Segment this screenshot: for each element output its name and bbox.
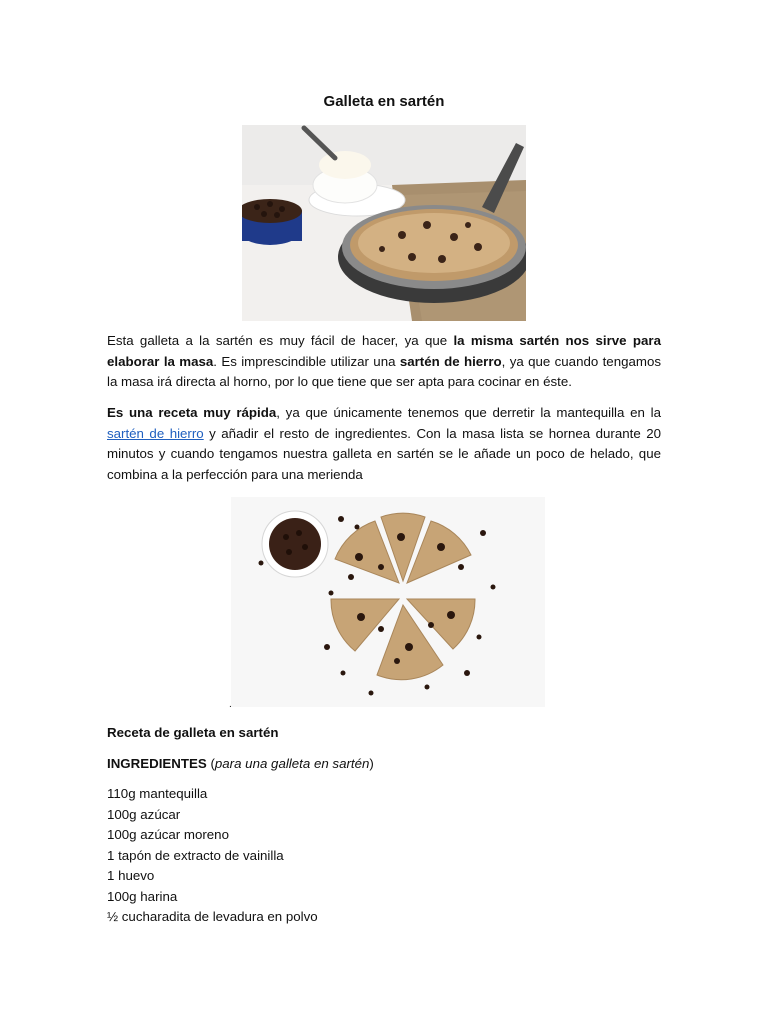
ingredients-label: INGREDIENTES bbox=[107, 756, 207, 771]
intro-text-3: , ya que cuando tengamos la masa irá directa al horno, por lo que tiene que ser apta para cocinar en éste. bbox=[107, 353, 661, 389]
recipe-heading: Receta de galleta en sartén bbox=[107, 725, 279, 740]
page-title: Galleta en sartén bbox=[323, 93, 445, 110]
intro-text-1: Esta galleta a la sartén es muy fácil de hacer, ya que bbox=[107, 333, 454, 348]
ingredient-item: 1 huevo bbox=[107, 868, 155, 883]
skillet-cookie-photo bbox=[242, 125, 526, 321]
intro-bold-1: la misma sartén nos sirve para elaborar la masa bbox=[107, 333, 661, 369]
stray-mark: . bbox=[229, 699, 232, 710]
ingredients-open-paren: ( bbox=[206, 756, 215, 771]
ingredients-list bbox=[107, 784, 318, 928]
ingredient-item: ½ cucharadita de levadura en polvo bbox=[107, 909, 318, 924]
sarten-hierro-link[interactable]: sartén de hierro bbox=[107, 425, 204, 441]
quick-text-2: y añadir el resto de ingredientes. Con la masa lista se hornea durante 20 minutos y cuando tengamos nuestra galleta en sartén se le añade un poco de helado, que combina a la perfección para una merienda bbox=[107, 425, 661, 482]
sliced-cookie-photo bbox=[231, 497, 545, 707]
intro-bold-2: sartén de hierro bbox=[399, 353, 502, 369]
ingredient-item: 100g harina bbox=[107, 888, 178, 904]
ingredient-item: 110g mantequilla bbox=[107, 786, 208, 801]
ingredients-close-paren: ) bbox=[369, 756, 374, 771]
intro-text-2: . Es imprescindible utilizar una bbox=[213, 353, 400, 369]
quick-bold: Es una receta muy rápida bbox=[107, 405, 277, 420]
ingredients-note: para una galleta en sartén bbox=[214, 756, 370, 771]
quick-recipe-paragraph bbox=[107, 403, 661, 485]
ingredient-item: 100g azúcar moreno bbox=[107, 827, 229, 842]
ingredient-item: 1 tapón de extracto de vainilla bbox=[107, 847, 284, 863]
intro-paragraph bbox=[107, 331, 661, 393]
quick-text-1: , ya que únicamente tenemos que derretir la mantequilla en la bbox=[276, 405, 662, 420]
ingredient-item: 100g azúcar bbox=[107, 806, 181, 822]
ingredients-heading bbox=[107, 754, 374, 774]
